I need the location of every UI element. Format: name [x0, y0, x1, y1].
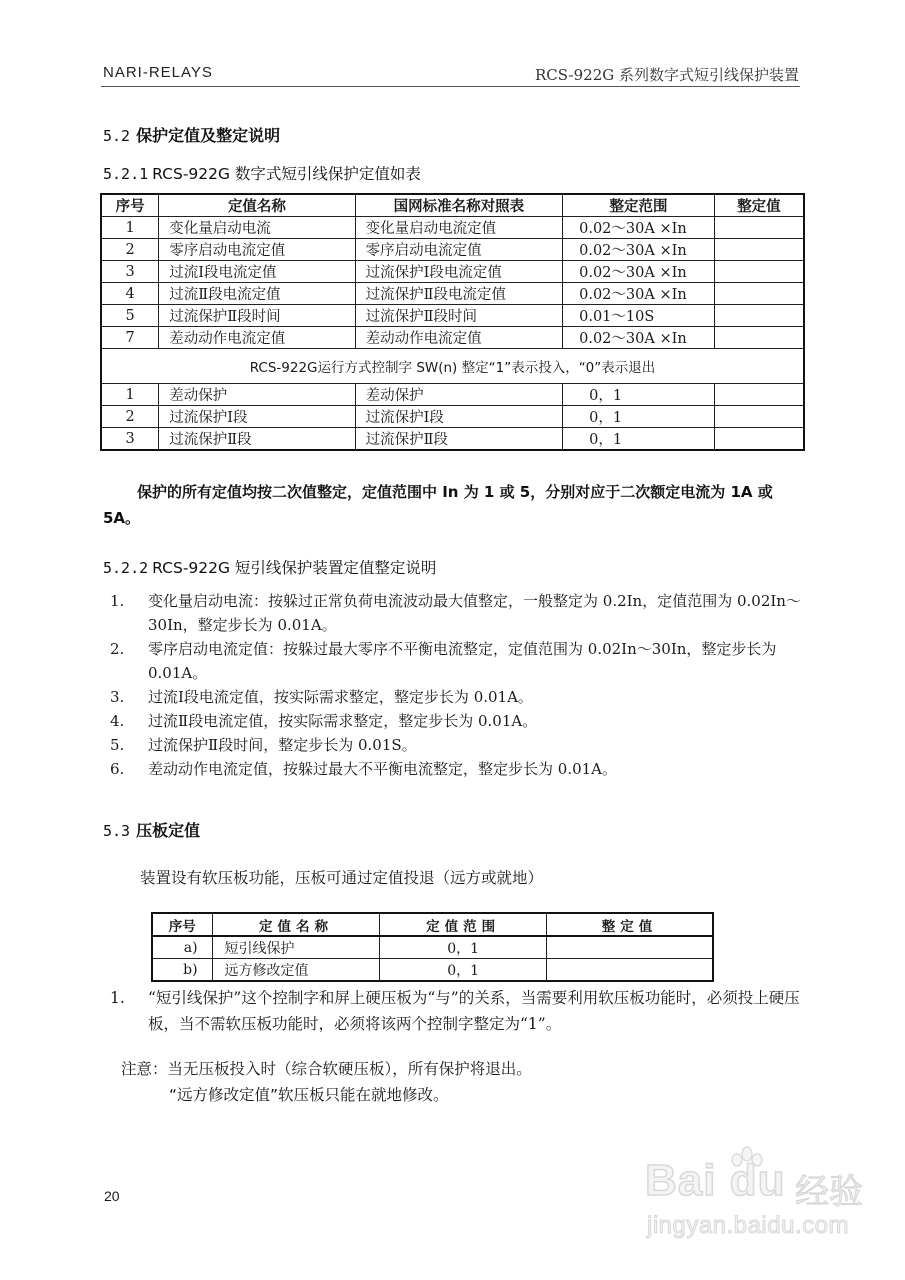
cell-value — [546, 959, 713, 982]
col-header-name: 定值名称 — [159, 194, 355, 217]
section-heading-5-3 — [103, 818, 200, 841]
cell-index: 5 — [101, 305, 159, 327]
control-word-note: RCS-922G运行方式控制字 SW(n) 整定“1”表示投入，“0”表示退出 — [101, 349, 804, 384]
cell-value — [546, 936, 713, 959]
cell-range: 0，1 — [380, 959, 547, 982]
cell-name: 过流保护Ⅰ段 — [159, 406, 355, 428]
cell-range: 0，1 — [563, 406, 715, 428]
cell-value — [714, 305, 804, 327]
cell-std-name: 差动保护 — [355, 384, 563, 406]
table-row — [101, 406, 804, 428]
list-item — [110, 733, 805, 757]
table-row — [101, 261, 804, 283]
caution-note — [121, 1056, 532, 1108]
col-header-index: 序号 — [152, 913, 212, 936]
cell-std-name: 零序启动电流定值 — [355, 239, 563, 261]
table-row — [101, 428, 804, 451]
section-heading-5-2 — [103, 123, 280, 146]
col-header-name: 定值名称 — [212, 913, 380, 936]
table-row — [152, 936, 713, 959]
cell-name: 过流保护Ⅱ段 — [159, 428, 355, 451]
item-text: “短引线保护”这个控制字和屏上硬压板为“与”的关系，当需要利用软压板功能时，必须投上硬压板，当不需软压板功能时，必须将该两个控制字整定为“1”。 — [148, 989, 800, 1033]
cell-name: 短引线保护 — [212, 936, 380, 959]
cell-range: 0.02～30A ×In — [563, 327, 715, 349]
table-row — [101, 384, 804, 406]
header-doc-title: RCS-922G 系列数字式短引线保护装置 — [534, 66, 799, 84]
section-title: RCS-922G 短引线保护装置定值整定说明 — [152, 559, 437, 577]
cell-name: 远方修改定值 — [212, 959, 380, 982]
watermark-cn: 经验 — [795, 1172, 863, 1212]
col-header-range: 定值范围 — [380, 913, 547, 936]
list-item — [110, 709, 805, 733]
soft-plate-intro: 装置设有软压板功能，压板可通过定值投退（远方或就地） — [140, 869, 544, 887]
cell-std-name: 过流保护Ⅱ段电流定值 — [355, 283, 563, 305]
protection-settings-table — [100, 193, 805, 451]
table-row — [101, 327, 804, 349]
page-number: 20 — [104, 1188, 120, 1204]
cell-std-name: 差动动作电流定值 — [355, 327, 563, 349]
section-number: 5.3 — [103, 822, 131, 840]
cell-range: 0.02～30A ×In — [563, 261, 715, 283]
caution-line-1: 注意：当无压板投入时（综合软硬压板），所有保护将退出。 — [121, 1060, 532, 1078]
cell-std-name: 过流保护Ⅱ段 — [355, 428, 563, 451]
list-item — [110, 985, 810, 1037]
note-text: 保护的所有定值均按二次值整定，定值范围中 In 为 1 或 5，分别对应于二次额定电流为 1A 或 5A。 — [103, 483, 773, 527]
section-title: 压板定值 — [136, 821, 201, 840]
cell-range: 0.02～30A ×In — [563, 239, 715, 261]
table-header-row — [152, 913, 713, 936]
section-title: RCS-922G 数字式短引线保护定值如表 — [152, 165, 421, 183]
header-divider — [101, 86, 800, 87]
cell-value — [714, 428, 804, 451]
item-number: 3. — [110, 688, 125, 706]
watermark-logo: Bai du — [645, 1156, 786, 1205]
table-row — [101, 283, 804, 305]
cell-index: b) — [152, 959, 212, 982]
item-number: 5. — [110, 736, 125, 754]
col-header-value: 整定值 — [546, 913, 713, 936]
cell-name: 变化量启动电流 — [159, 217, 355, 239]
cell-name: 过流保护Ⅱ段时间 — [159, 305, 355, 327]
list-item — [110, 757, 805, 781]
settings-explanation-list — [110, 589, 805, 781]
table-row — [152, 959, 713, 982]
cell-name: 差动保护 — [159, 384, 355, 406]
cell-range: 0，1 — [563, 428, 715, 451]
cell-std-name: 过流保护Ⅱ段时间 — [355, 305, 563, 327]
watermark-url: jingyan.baidu.com — [647, 1212, 849, 1239]
cell-index: 4 — [101, 283, 159, 305]
cell-range: 0.02～30A ×In — [563, 283, 715, 305]
col-header-value: 整定值 — [714, 194, 804, 217]
table-row — [101, 305, 804, 327]
item-text: 差动动作电流定值，按躲过最大不平衡电流整定，整定步长为 0.01A。 — [148, 760, 618, 778]
section-title: 保护定值及整定说明 — [136, 126, 281, 145]
item-text: 零序启动电流定值：按躲过最大零序不平衡电流整定，定值范围为 0.02In～30In，整定步长为 0.01A。 — [148, 640, 777, 682]
item-text: 过流保护Ⅱ段时间，整定步长为 0.01S。 — [148, 736, 417, 754]
baidu-jingyan-watermark — [645, 1148, 885, 1248]
item-number: 4. — [110, 712, 125, 730]
item-number: 6. — [110, 760, 125, 778]
table-row — [101, 217, 804, 239]
item-text: 变化量启动电流：按躲过正常负荷电流波动最大值整定，一般整定为 0.2In，定值范围为 0.02In～30In，整定步长为 0.01A。 — [148, 592, 801, 634]
cell-value — [714, 406, 804, 428]
cell-index: 7 — [101, 327, 159, 349]
cell-index: a) — [152, 936, 212, 959]
list-item — [110, 685, 805, 709]
item-text: 过流Ⅰ段电流定值，按实际需求整定，整定步长为 0.01A。 — [148, 688, 533, 706]
cell-value — [714, 283, 804, 305]
cell-value — [714, 384, 804, 406]
cell-std-name: 变化量启动电流定值 — [355, 217, 563, 239]
header-company: NARI-RELAYS — [103, 64, 213, 81]
cell-range: 0.02～30A ×In — [563, 217, 715, 239]
cell-std-name: 过流保护Ⅰ段电流定值 — [355, 261, 563, 283]
col-header-std-name: 国网标准名称对照表 — [355, 194, 563, 217]
item-number: 2. — [110, 640, 125, 658]
col-header-index: 序号 — [101, 194, 159, 217]
item-number: 1. — [110, 989, 125, 1007]
col-header-range: 整定范围 — [563, 194, 715, 217]
table-row — [101, 239, 804, 261]
section-heading-5-2-2 — [103, 556, 436, 578]
control-word-note-row — [101, 349, 804, 384]
cell-index: 1 — [101, 384, 159, 406]
cell-range: 0，1 — [563, 384, 715, 406]
cell-index: 2 — [101, 239, 159, 261]
secondary-value-note — [103, 479, 803, 531]
item-text: 过流Ⅱ段电流定值，按实际需求整定，整定步长为 0.01A。 — [148, 712, 538, 730]
cell-name: 过流Ⅰ段电流定值 — [159, 261, 355, 283]
cell-index: 1 — [101, 217, 159, 239]
plate-settings-table — [151, 912, 714, 982]
item-number: 1. — [110, 592, 125, 610]
caution-line-2: “远方修改定值”软压板只能在就地修改。 — [169, 1086, 449, 1104]
plate-notes-list — [110, 985, 810, 1037]
section-number: 5.2.2 — [103, 559, 149, 577]
cell-index: 2 — [101, 406, 159, 428]
table-header-row — [101, 194, 804, 217]
cell-index: 3 — [101, 261, 159, 283]
cell-name: 过流Ⅱ段电流定值 — [159, 283, 355, 305]
cell-name: 零序启动电流定值 — [159, 239, 355, 261]
cell-range: 0，1 — [380, 936, 547, 959]
cell-name: 差动动作电流定值 — [159, 327, 355, 349]
section-number: 5.2.1 — [103, 165, 149, 183]
cell-value — [714, 261, 804, 283]
cell-value — [714, 327, 804, 349]
cell-value — [714, 239, 804, 261]
section-number: 5.2 — [103, 127, 131, 145]
cell-range: 0.01～10S — [563, 305, 715, 327]
list-item — [110, 637, 805, 685]
cell-value — [714, 217, 804, 239]
list-item — [110, 589, 805, 637]
cell-std-name: 过流保护Ⅰ段 — [355, 406, 563, 428]
cell-index: 3 — [101, 428, 159, 451]
section-heading-5-2-1 — [103, 162, 421, 184]
